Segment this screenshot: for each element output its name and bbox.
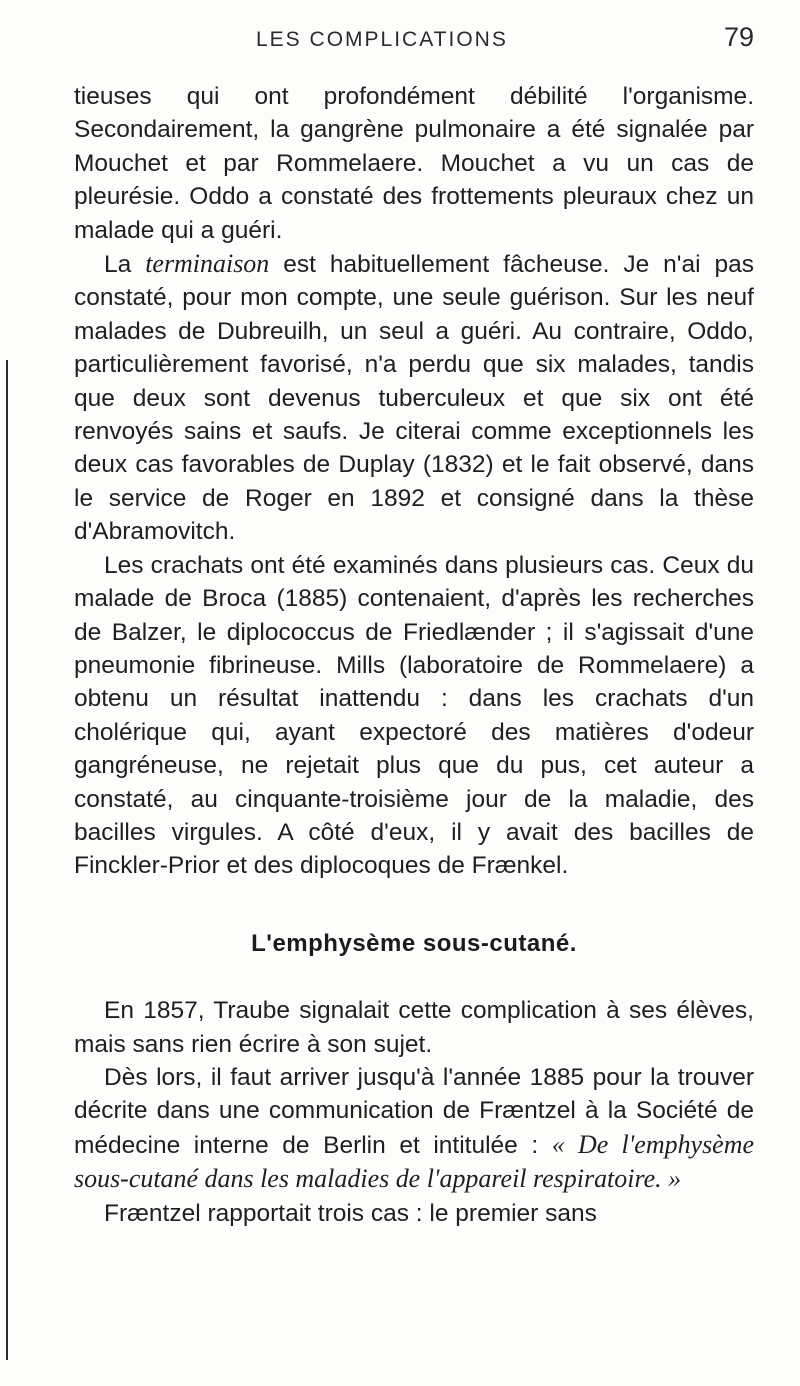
paragraph-text: est habituellement fâcheuse. Je n'ai pas constaté, pour mon compte, une seule guérison. Sur les neuf malades de Dubreuilh, un seul a guéri. Au contraire, Oddo, particulièrement favorisé, n'a perdu que six malades, tandis que deux sont devenus tuberculeux et que six ont été renvoyés sains et saufs. Je citerai comme exceptionnels les deux cas favorables de Duplay (1832) et le fait observé, dans le service de Roger en 1892 et consigné dans la thèse d'Abramovitch. [74,251,754,546]
section-heading: L'emphysème sous-cutané. [251,929,577,957]
paragraph [74,549,754,883]
italic-text: terminaison [145,249,270,279]
paragraph-text: Fræntzel rapportait trois cas : le premier sans [104,1199,597,1227]
paragraph-text: En 1857, Traube signalait cette complication à ses élèves, mais sans rien écrire à son sujet. [74,997,754,1058]
page-number: 79 [723,22,754,52]
paragraph [74,994,754,1061]
paragraph-text: La [104,251,146,279]
running-title: LES COMPLICATIONS [256,28,508,51]
page-edge-rule [6,360,8,1360]
paragraph [74,247,754,549]
paragraph-text: Dès lors, il faut arriver jusqu'à l'année 1885 pour la trouver décrite dans une communication de Fræntzel à la Société de médecine interne de Berlin et intitulée : [74,1063,754,1159]
paragraph-text: Les crachats ont été examinés dans plusieurs cas. Ceux du malade de Broca (1885) contenaient, d'après les recherches de Balzer, le diplococcus de Friedlænder ; il s'agissait d'une pneumonie fibrineuse. Mills (laboratoire de Rommelaere) a obtenu un résultat inattendu : dans les crachats d'un cholérique qui, ayant expectoré des matières d'odeur gangréneuse, ne rejetait plus que du pus, cet auteur a constaté, au cinquante-troisième jour de la maladie, des bacilles virgules. A côté d'eux, il y avait des bacilles de Finckler-Prior et des diplocoques de Frænkel. [74,551,754,880]
section-paragraph-group [74,994,754,1230]
paragraph-group [74,80,754,883]
paragraph [74,1061,754,1197]
paragraph-text: tieuses qui ont profondément débilité l'organisme. Secondairement, la gangrène pulmonaire a été signalée par Mouchet et par Rommelaere. Mouchet a vu un cas de pleurésie. Oddo a constaté des frottements pleuraux chez un malade qui a guéri. [74,83,754,244]
italic-text: « De l'emphysème sous-cutané dans les maladies de l'appareil respiratoire. » [74,1129,754,1194]
paragraph [74,1197,754,1230]
paragraph [74,80,754,247]
running-head [60,22,754,62]
body-text [74,80,754,1230]
